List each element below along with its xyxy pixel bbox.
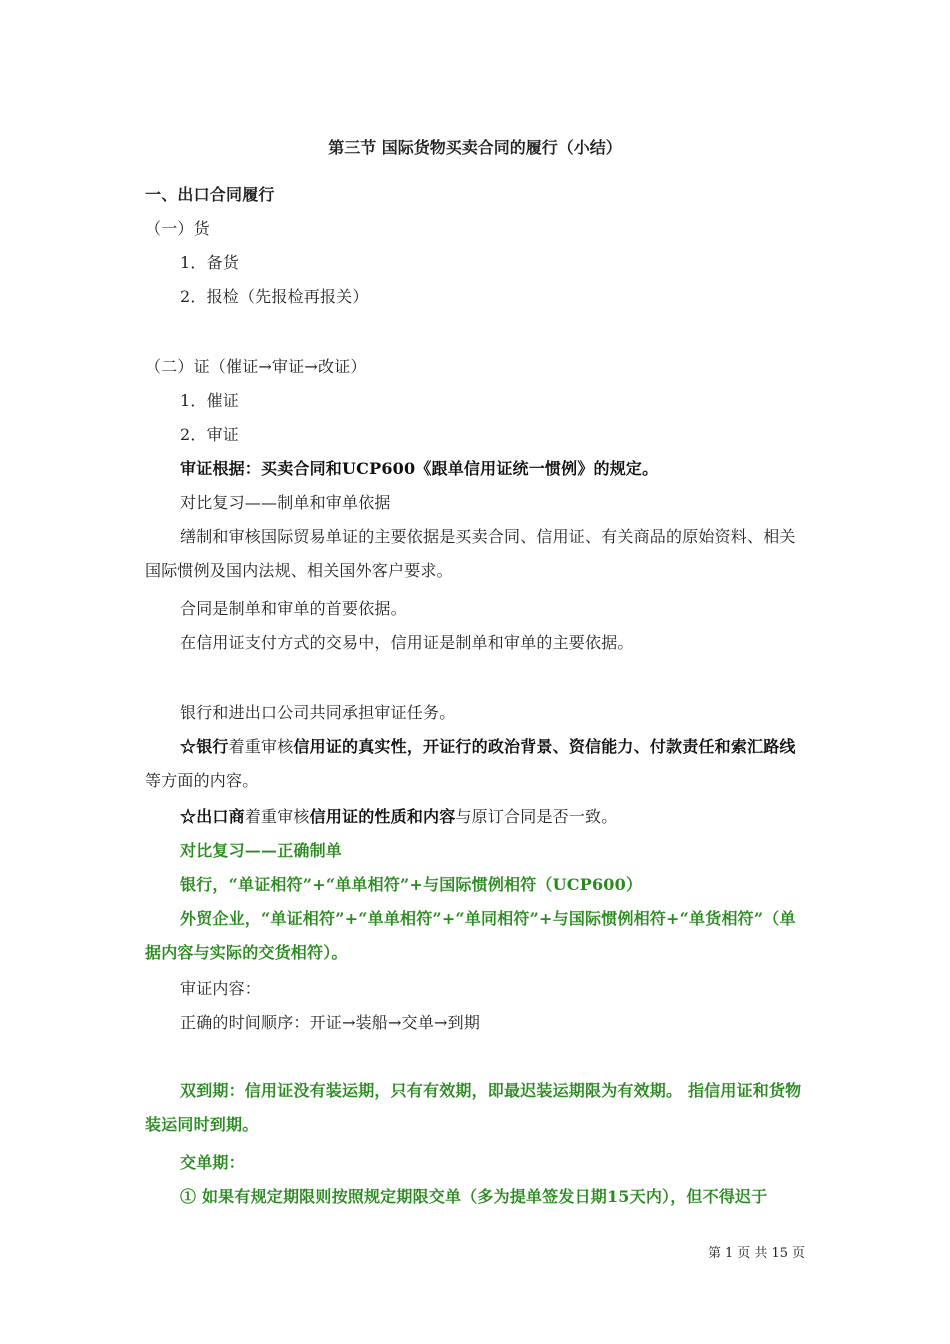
exporter-focus: 着重审核 — [244, 807, 310, 826]
paragraph-joint-review: 银行和进出口公司共同承担审证任务。 — [180, 703, 456, 722]
trade-enterprise-rule: 外贸企业，“单证相符”+“单单相符”+“单同相符”+与国际惯例相符+“单货相符”（单据内容与实际的交货相符）。 — [145, 909, 796, 962]
subheading-goods: （一）货 — [145, 219, 210, 238]
bank-items: 信用证的真实性，开证行的政治背景、资信能力、付款责任和索汇路线 — [293, 737, 796, 756]
bank-label: ☆银行 — [180, 737, 229, 756]
double-expiry: 双到期：信用证没有装运期，只有有效期，即最迟装运期限为有效期。 指信用证和货物装运同时到期。 — [145, 1081, 802, 1134]
footer-total-pages: 15 — [771, 1246, 788, 1261]
compare-review-correct-docs: 对比复习——正确制单 — [180, 841, 343, 860]
presentation-rule-1: ① 如果有规定期限则按照规定期限交单（多为提单签发日期15天内），但不得迟于 — [180, 1187, 768, 1206]
subheading-credit: （二）证（催证→审证→改证） — [145, 357, 367, 376]
bank-rule: 银行，“单证相符”+“单单相符”+与国际惯例相符（UCP600） — [180, 875, 643, 894]
presentation-period-label: 交单期： — [180, 1153, 245, 1172]
bank-focus: 着重审核 — [228, 737, 294, 756]
heading-export-contract: 一、出口合同履行 — [145, 185, 275, 204]
paragraph-credit-main: 在信用证支付方式的交易中，信用证是制单和审单的主要依据。 — [180, 633, 634, 652]
item-prepare-goods: 1．备货 — [180, 253, 239, 272]
exporter-tail: 与原订合同是否一致。 — [455, 807, 618, 826]
examination-basis: 审证根据：买卖合同和UCP600《跟单信用证统一惯例》的规定。 — [180, 459, 659, 478]
review-content-label: 审证内容： — [180, 979, 262, 998]
bank-tail: 等方面的内容。 — [145, 771, 259, 790]
compare-review-documents: 对比复习——制单和审单依据 — [180, 493, 391, 512]
item-inspection: 2．报检（先报检再报关） — [180, 287, 369, 306]
time-order: 正确的时间顺序：开证→装船→交单→到期 — [180, 1013, 481, 1032]
page-footer — [706, 1244, 807, 1264]
exporter-items: 信用证的性质和内容 — [309, 807, 456, 826]
footer-suffix: 页 — [791, 1246, 805, 1261]
item-examine-credit: 2．审证 — [180, 425, 239, 444]
paragraph-exporter-review — [145, 800, 809, 834]
page-title: 第三节 国际货物买卖合同的履行（小结） — [328, 138, 622, 157]
paragraph-bank-review — [145, 730, 809, 798]
footer-page-number: 1 — [725, 1246, 734, 1261]
footer-prefix: 第 — [708, 1246, 722, 1261]
paragraph-document-basis: 缮制和审核国际贸易单证的主要依据是买卖合同、信用证、有关商品的原始资料、相关国际惯例及国内法规、相关国外客户要求。 — [145, 527, 796, 580]
item-urge-credit: 1．催证 — [180, 391, 239, 410]
exporter-label: ☆出口商 — [180, 807, 245, 826]
footer-mid: 页 共 — [737, 1246, 768, 1261]
paragraph-contract-primary: 合同是制单和审单的首要依据。 — [180, 599, 407, 618]
